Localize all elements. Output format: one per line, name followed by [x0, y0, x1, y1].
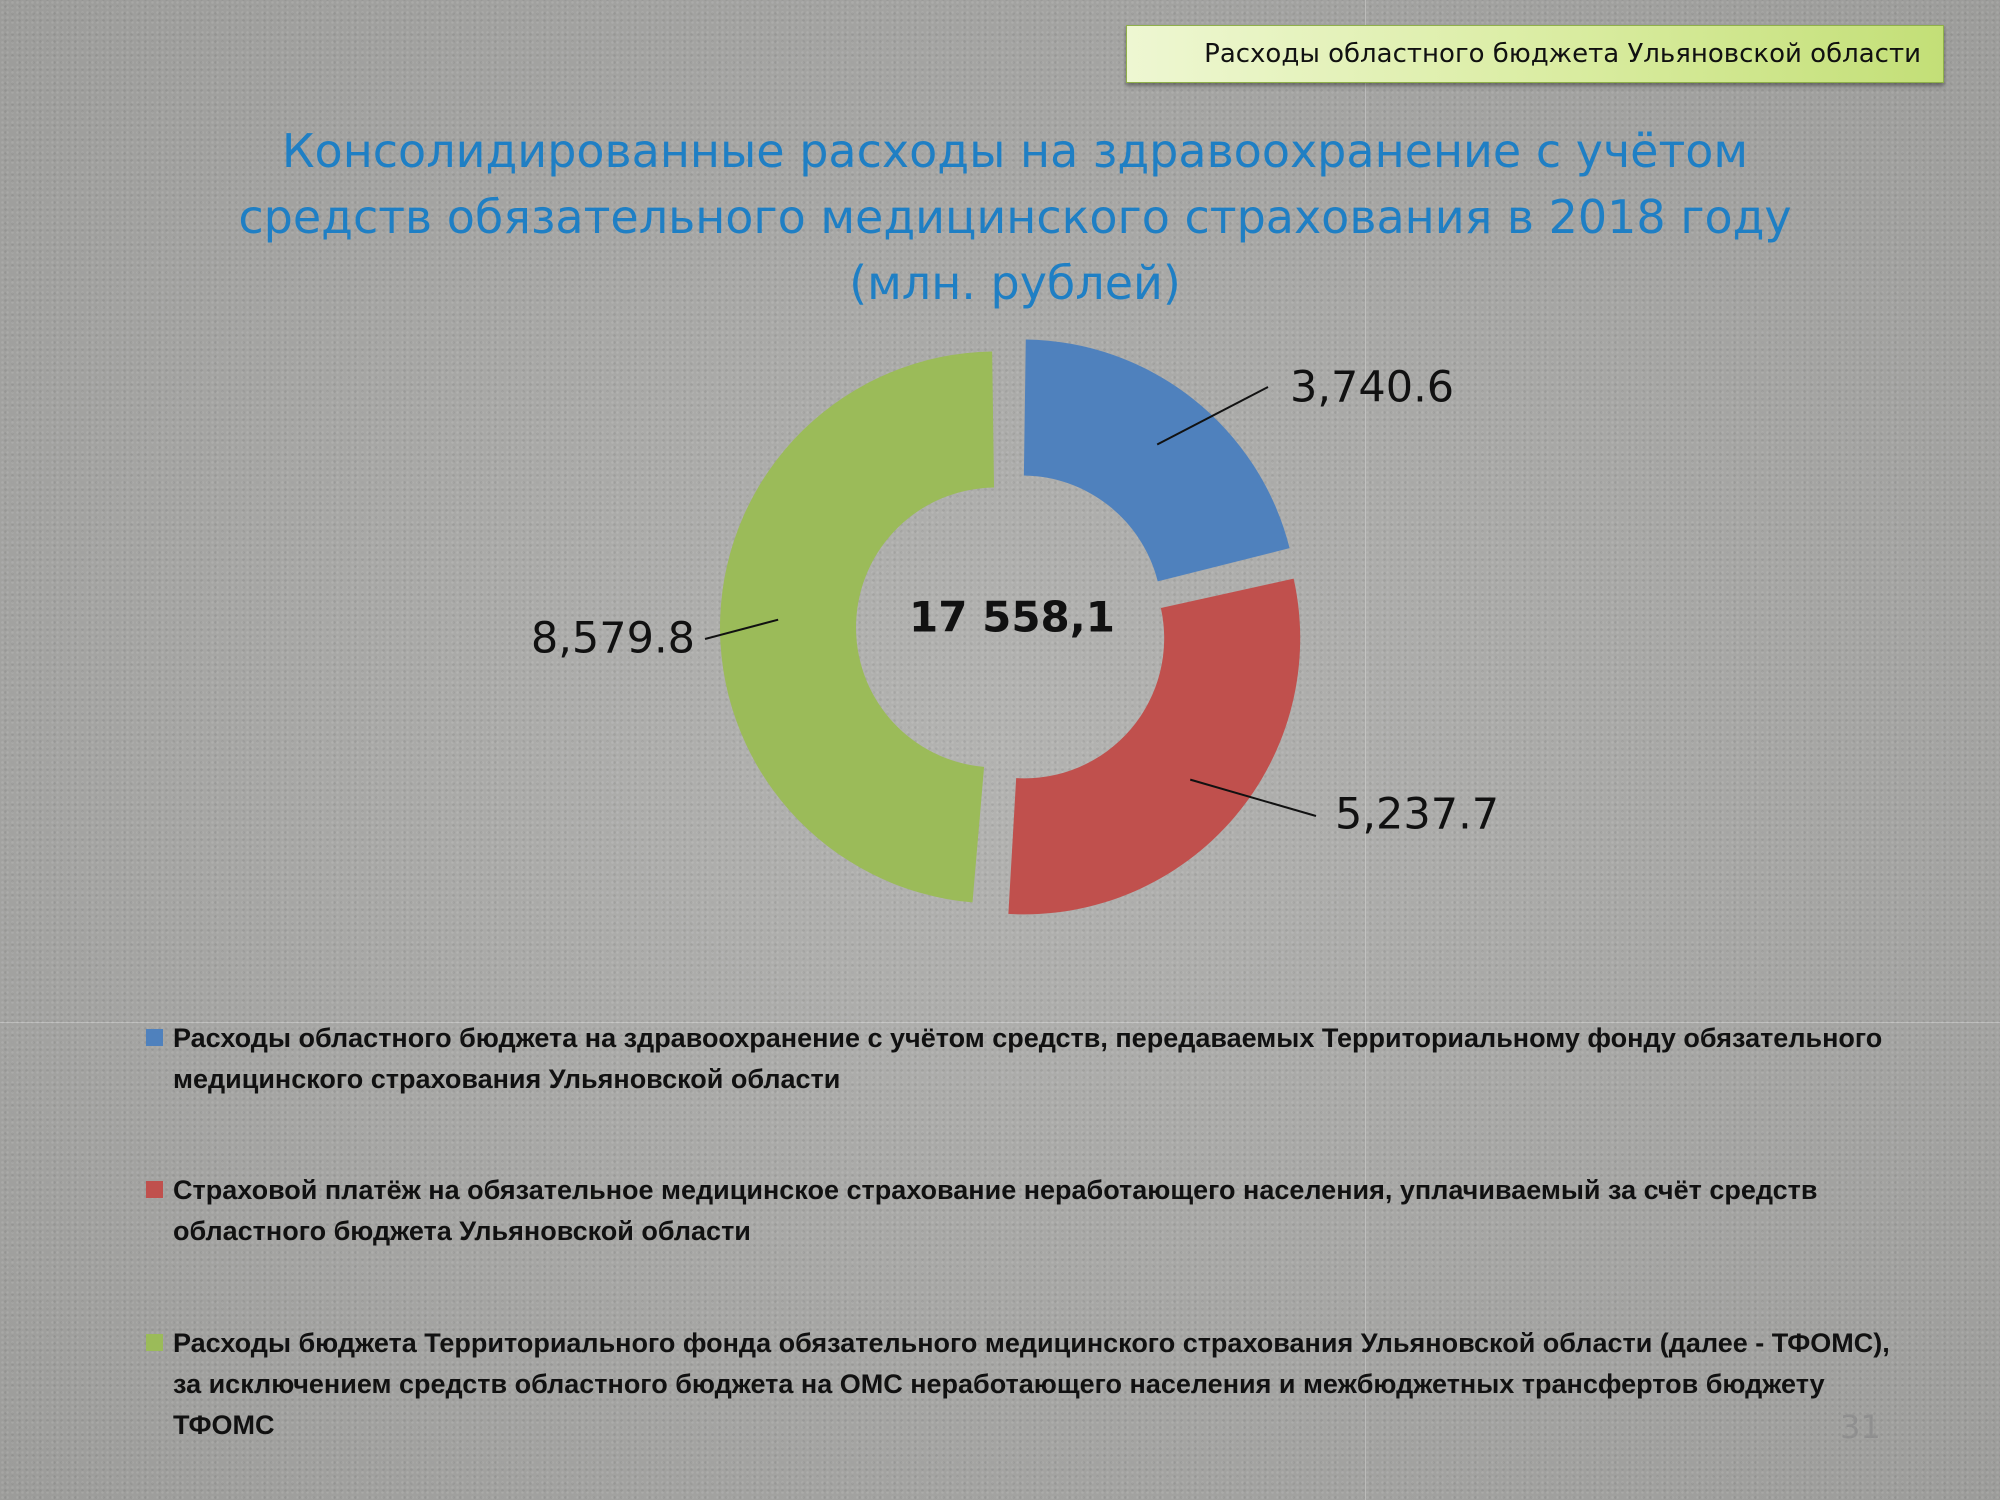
chart-title-line-2: средств обязательного медицинского страхования в 2018 году: [238, 190, 1792, 244]
doughnut-slice-1: [1024, 339, 1290, 581]
legend-label-1: Расходы областного бюджета на здравоохранение с учётом средств, передаваемых Территориальному фонду обязательного медицинского страхования Ульяновской области: [173, 1023, 1883, 1094]
legend-item-1: [146, 1018, 1906, 1100]
page-number: 31: [1840, 1408, 1881, 1446]
data-label-3: 8,579.8: [530, 613, 695, 664]
legend-item-3: [146, 1323, 1906, 1446]
legend-swatch-2: [146, 1181, 163, 1198]
doughnut-center-total: 17 558,1: [909, 592, 1115, 642]
data-label-2: 5,237.7: [1335, 789, 1500, 840]
chart-title-line-3: (млн. рублей): [849, 256, 1181, 310]
header-badge-label: Расходы областного бюджета Ульяновской области: [1204, 39, 1921, 69]
data-label-1: 3,740.6: [1290, 362, 1455, 413]
legend-label-3: Расходы бюджета Территориального фонда обязательного медицинского страхования Ульяновской области (далее - ТФОМС), за исключением средств областного бюджета на ОМС неработающего населения и межбюджетных трансфертов бюджету ТФОМС: [173, 1328, 1890, 1440]
legend-swatch-1: [146, 1029, 163, 1046]
legend-label-2: Страховой платёж на обязательное медицинское страхование неработающего населения, уплачиваемый за счёт средств областного бюджета Ульяновской области: [173, 1175, 1818, 1246]
legend-swatch-3: [146, 1334, 163, 1351]
chart-title-line-1: Консолидированные расходы на здравоохранение с учётом: [281, 124, 1749, 178]
legend-item-2: [146, 1170, 1906, 1252]
